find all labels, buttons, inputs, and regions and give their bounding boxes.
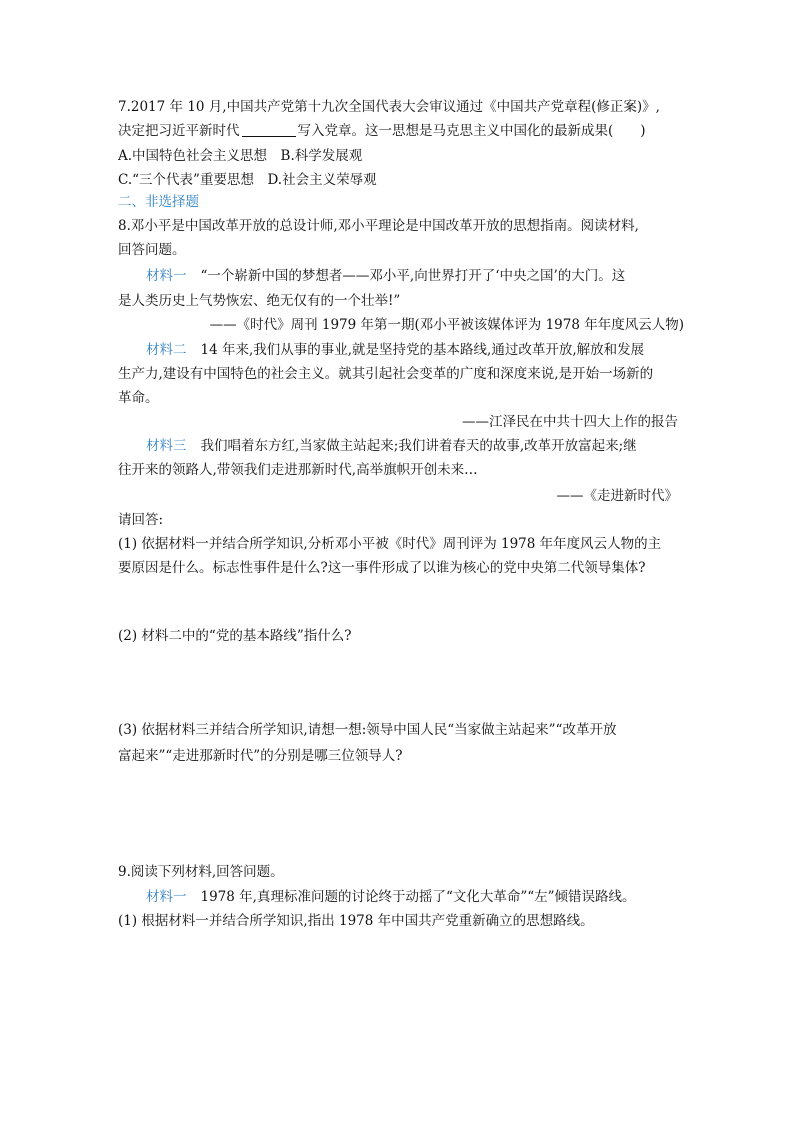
q8-material2-line1 (146, 340, 644, 360)
q7-line2-after: 写入党章。这一思想是马克思主义中国化的最新成果( ) (297, 123, 646, 139)
q8-sub3-line1: (3) 依据材料三并结合所学知识,请想一想:领导中国人民“当家做主站起来”“改革开放 (118, 722, 617, 738)
q7-line2-before: 决定把习近平新时代 (118, 123, 240, 139)
q9-material1-text: 1978 年,真理标准问题的讨论终于动摇了“文化大革命”“左”倾错误路线。 (200, 889, 636, 905)
q8-ask: 请回答: (118, 512, 164, 528)
q8-material2-source: ——江泽民在中共十四大上作的报告 (462, 414, 678, 430)
q8-stem-line2: 回答问题。 (118, 242, 186, 258)
q7-options-line1: A.中国特色社会主义思想 B.科学发展观 (118, 148, 363, 164)
q8-sub3-line2: 富起来”“走进那新时代”的分别是哪三位领导人? (118, 748, 403, 764)
q8-material3-line1 (146, 436, 637, 456)
q8-material2-line3: 革命。 (118, 390, 159, 406)
q8-sub1-line1: (1) 依据材料一并结合所学知识,分析邓小平被《时代》周刊评为 1978 年年度风云人物的主 (118, 536, 662, 552)
q8-sub2: (2) 材料二中的“党的基本路线”指什么? (118, 628, 352, 644)
answer-blank (242, 122, 296, 137)
q8-material1-line2: 是人类历史上气势恢宏、绝无仅有的一个壮举!” (118, 293, 401, 309)
q9-stem: 9.阅读下列材料,回答问题。 (118, 864, 284, 880)
q7-options-line2: C.“三个代表”重要思想 D.社会主义荣辱观 (118, 172, 377, 188)
material1-text1: “一个崭新中国的梦想者——邓小平,向世界打开了‘中央之国’的大门。这 (200, 268, 626, 284)
q7-line1: 7.2017 年 10 月,中国共产党第十九次全国代表大会审议通过《中国共产党章程(修正案)》, (118, 99, 660, 115)
q8-stem-line1: 8.邓小平是中国改革开放的总设计师,邓小平理论是中国改革开放的思想指南。阅读材料, (118, 218, 639, 234)
q9-sub1: (1) 根据材料一并结合所学知识,指出 1978 年中国共产党重新确立的思想路线。 (118, 913, 594, 929)
material2-text1: 14 年来,我们从事的事业,就是坚持党的基本路线,通过改革开放,解放和发展 (200, 342, 645, 358)
q8-material1-line1 (146, 266, 625, 286)
q9-material1-label: 材料一 (146, 889, 187, 905)
material3-label: 材料三 (146, 438, 187, 454)
q8-material3-source: ——《走进新时代》 (556, 488, 678, 504)
q8-material3-line2: 往开来的领路人,带领我们走进那新时代,高举旗帜开创未来… (118, 462, 478, 478)
material2-label: 材料二 (146, 342, 187, 358)
q8-material1-source: ——《时代》周刊 1979 年第一期(邓小平被该媒体评为 1978 年年度风云人物) (209, 317, 684, 333)
q8-sub1-line2: 要原因是什么。标志性事件是什么?这一事件形成了以谁为核心的党中央第二代领导集体? (118, 560, 646, 576)
q8-material2-line2: 生产力,建设有中国特色的社会主义。就其引起社会变革的广度和深度来说,是开始一场新的 (118, 366, 654, 382)
q9-material1-line1 (146, 887, 636, 907)
material3-text1: 我们唱着东方红,当家做主站起来;我们讲着春天的故事,改革开放富起来;继 (200, 438, 637, 454)
section-title: 二、非选择题 (118, 194, 199, 210)
q7-line2 (118, 121, 646, 141)
material1-label: 材料一 (146, 268, 187, 284)
